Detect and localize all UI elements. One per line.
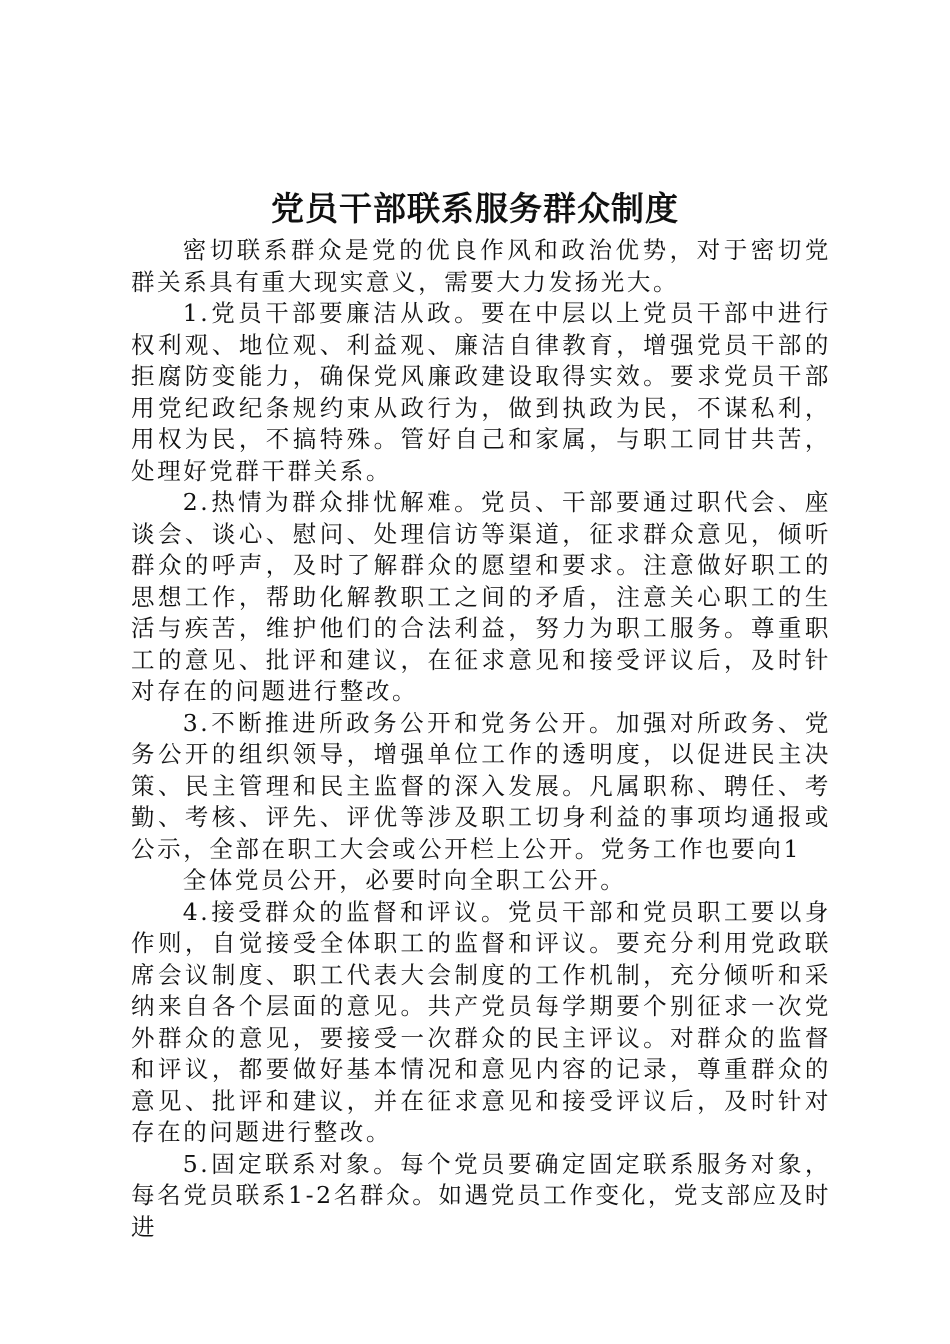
paragraph-item-3: 3.不断推进所政务公开和党务公开。加强对所政务、党务公开的组织领导，增强单位工作的透明度，以促进民主决策、民主管理和民主监督的深入发展。凡属职称、聘任、考勤、考核、评先、评优等涉及职工切身利益的事项均通报或公示，全部在职工大会或公开栏上公开。党务工作也要向1: [131, 708, 831, 863]
paragraph-item-3-continued: 全体党员公开，必要时向全职工公开。: [182, 866, 627, 894]
document-body: [131, 235, 831, 1243]
paragraph-item-4: 4.接受群众的监督和评议。党员干部和党员职工要以身作则，自觉接受全体职工的监督和评议。要充分利用党政联席会议制度、职工代表大会制度的工作机制，充分倾听和采纳来自各个层面的意见。共产党员每学期要个别征求一次党外群众的意见，要接受一次群众的民主评议。对群众的监督和评议，都要做好基本情况和意见内容的记录，尊重群众的意见、批评和建议，并在征求意见和接受评议后，及时针对存在的问题进行整改。: [131, 897, 831, 1146]
paragraph-item-5: 5.固定联系对象。每个党员要确定固定联系服务对象，每名党员联系1-2名群众。如遇党员工作变化，党支部应及时进: [131, 1149, 831, 1241]
document-title: 党员干部联系服务群众制度: [271, 189, 679, 228]
paragraph-item-2: 2.热情为群众排忧解难。党员、干部要通过职代会、座谈会、谈心、慰问、处理信访等渠道，征求群众意见，倾听群众的呼声，及时了解群众的愿望和要求。注意做好职工的思想工作，帮助化解教职工之间的矛盾，注意关心职工的生活与疾苦，维护他们的合法利益，努力为职工服务。尊重职工的意见、批评和建议，在征求意见和接受评议后，及时针对存在的问题进行整改。: [131, 488, 831, 705]
paragraph-intro: 密切联系群众是党的优良作风和政治优势，对于密切党群关系具有重大现实意义，需要大力发扬光大。: [131, 236, 831, 296]
paragraph-item-1: 1.党员干部要廉洁从政。要在中层以上党员干部中进行权利观、地位观、利益观、廉洁自律教育，增强党员干部的拒腐防变能力，确保党风廉政建设取得实效。要求党员干部用党纪政纪条规约束从政行为，做到执政为民，不谋私利，用权为民，不搞特殊。管好自己和家属，与职工同甘共苦，处理好党群干群关系。: [131, 299, 831, 485]
